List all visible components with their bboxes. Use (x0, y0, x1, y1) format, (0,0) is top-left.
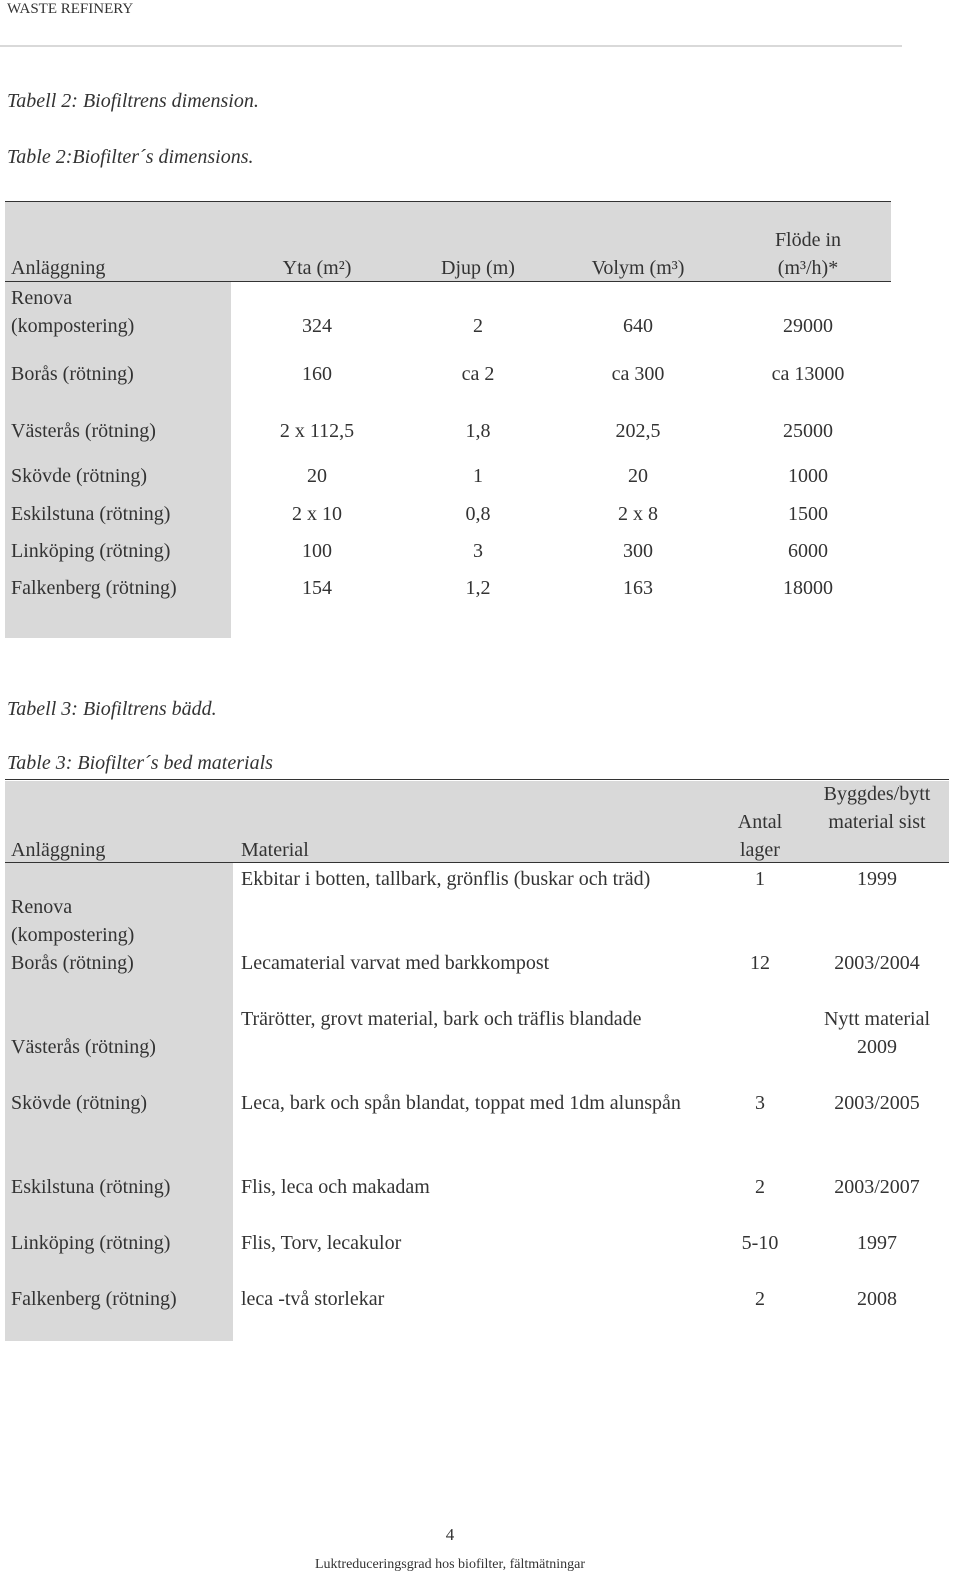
table2-depth-cell: 3 (473, 540, 483, 562)
table3-layers-cell: 1 (755, 868, 765, 890)
table2-volume-cell: 300 (623, 540, 653, 562)
table2-depth-cell: ca 2 (461, 363, 495, 385)
table2-plant-cell: Skövde (rötning) (11, 465, 148, 487)
table2-area-cell: 324 (302, 315, 332, 337)
table2-caption-en: Table 2:Biofilter´s dimensions. (7, 146, 254, 168)
table3-material-cell: Trärötter, grovt material, bark och träflis blandade (241, 1008, 642, 1030)
table3-material-cell: Flis, leca och makadam (241, 1176, 430, 1198)
table2-area-cell: 154 (302, 577, 332, 599)
table3-header-built-line2: material sist (828, 811, 926, 833)
table3-plant-cell: Linköping (rötning) (11, 1232, 171, 1254)
table3-plant-cell: Skövde (rötning) (11, 1092, 148, 1114)
table2-flow-cell: 1000 (788, 465, 828, 487)
table2-caption-sv: Tabell 2: Biofiltrens dimension. (7, 90, 259, 112)
table2-plant-cell: Renova (11, 287, 73, 309)
table3-built-cell: 2003/2004 (834, 952, 920, 974)
table2-header-flow-line1: Flöde in (774, 229, 842, 251)
table2-area-cell: 100 (302, 540, 332, 562)
table3-layers-cell: 2 (755, 1176, 765, 1198)
table2-volume-cell: 640 (623, 315, 653, 337)
table3-layers-cell: 2 (755, 1288, 765, 1310)
header-divider (0, 45, 902, 47)
table3-header-material: Material (241, 839, 309, 861)
table3-material-cell: Leca, bark och spån blandat, toppat med 1dm alunspån (241, 1092, 681, 1114)
table2-header-area: Yta (m²) (282, 257, 352, 279)
table2-flow-cell: 29000 (783, 315, 833, 337)
table3-built-cell: Nytt material (823, 1008, 931, 1030)
table2-flow-cell: 25000 (783, 420, 833, 442)
table2-volume-cell: 20 (628, 465, 648, 487)
running-header: WASTE REFINERY (7, 1, 134, 17)
table3-layers-cell: 5-10 (741, 1232, 779, 1254)
table3-built-cell: 2008 (857, 1288, 897, 1310)
table3-header-rule (5, 862, 949, 863)
table2-header-volume: Volym (m³) (591, 257, 685, 279)
table3-built-cell: 2003/2007 (834, 1176, 920, 1198)
table3-plant-cell-line2: (kompostering) (11, 924, 135, 946)
table3-caption-en: Table 3: Biofilter´s bed materials (7, 752, 273, 774)
table2-area-cell: 2 x 112,5 (279, 420, 355, 442)
table2-top-rule (5, 201, 891, 202)
footer-title: Luktreduceringsgrad hos biofilter, fältmätningar (314, 1557, 586, 1572)
table3-material-cell: Flis, Torv, lecakulor (241, 1232, 402, 1254)
table2-depth-cell: 1,2 (465, 577, 491, 599)
table2-area-cell: 160 (302, 363, 332, 385)
table2-depth-cell: 2 (473, 315, 483, 337)
table2-volume-cell: ca 300 (611, 363, 665, 385)
table2-header-plant: Anläggning (11, 257, 106, 279)
table3-layers-cell: 12 (750, 952, 770, 974)
table2-header-depth: Djup (m) (441, 257, 515, 279)
table3-header-layers-line1: Antal (737, 811, 783, 833)
table3-built-cell: 2003/2005 (834, 1092, 920, 1114)
table3-plant-cell: Borås (rötning) (11, 952, 134, 974)
table3-plant-cell: Falkenberg (rötning) (11, 1288, 177, 1310)
table2-plant-cell: Falkenberg (rötning) (11, 577, 177, 599)
table3-material-cell: Ekbitar i botten, tallbark, grönflis (buskar och träd) (241, 868, 651, 890)
table2-depth-cell: 1 (473, 465, 483, 487)
table2-area-cell: 20 (307, 465, 327, 487)
table2-plant-cell: Linköping (rötning) (11, 540, 171, 562)
page-number: 4 (445, 1525, 455, 1544)
table2-plant-cell-line2: (kompostering) (11, 315, 135, 337)
table3-header-plant: Anläggning (11, 839, 106, 861)
table2-flow-cell: ca 13000 (771, 363, 845, 385)
table3-built-cell: 1997 (857, 1232, 897, 1254)
table2-area-cell: 2 x 10 (292, 503, 342, 525)
table2-depth-cell: 1,8 (465, 420, 491, 442)
table3-material-cell: Lecamaterial varvat med barkkompost (241, 952, 550, 974)
table3-layers-cell: 3 (755, 1092, 765, 1114)
table2-volume-cell: 2 x 8 (618, 503, 658, 525)
table2-flow-cell: 1500 (788, 503, 828, 525)
table2-plant-cell: Västerås (rötning) (11, 420, 156, 442)
table2-header-flow-line2: (m³/h)* (777, 257, 839, 279)
table3-built-cell: 1999 (857, 868, 897, 890)
table3-plant-cell: Eskilstuna (rötning) (11, 1176, 171, 1198)
table3-material-cell: leca -två storlekar (241, 1288, 385, 1310)
table2-volume-cell: 202,5 (615, 420, 661, 442)
table3-caption-sv: Tabell 3: Biofiltrens bädd. (7, 698, 217, 720)
table2-flow-cell: 18000 (783, 577, 833, 599)
table2-plant-cell: Borås (rötning) (11, 363, 134, 385)
table3-header-layers-line2: lager (740, 839, 780, 861)
table3-header-built-line1: Byggdes/bytt (823, 783, 931, 805)
table2-plant-cell: Eskilstuna (rötning) (11, 503, 171, 525)
table2-volume-cell: 163 (623, 577, 653, 599)
table3-built-cell-line2: 2009 (857, 1036, 897, 1058)
table2-flow-cell: 6000 (788, 540, 828, 562)
table3-plant-cell: Västerås (rötning) (11, 1036, 156, 1058)
table2-depth-cell: 0,8 (465, 503, 491, 525)
table3-plant-cell: Renova (11, 896, 73, 918)
